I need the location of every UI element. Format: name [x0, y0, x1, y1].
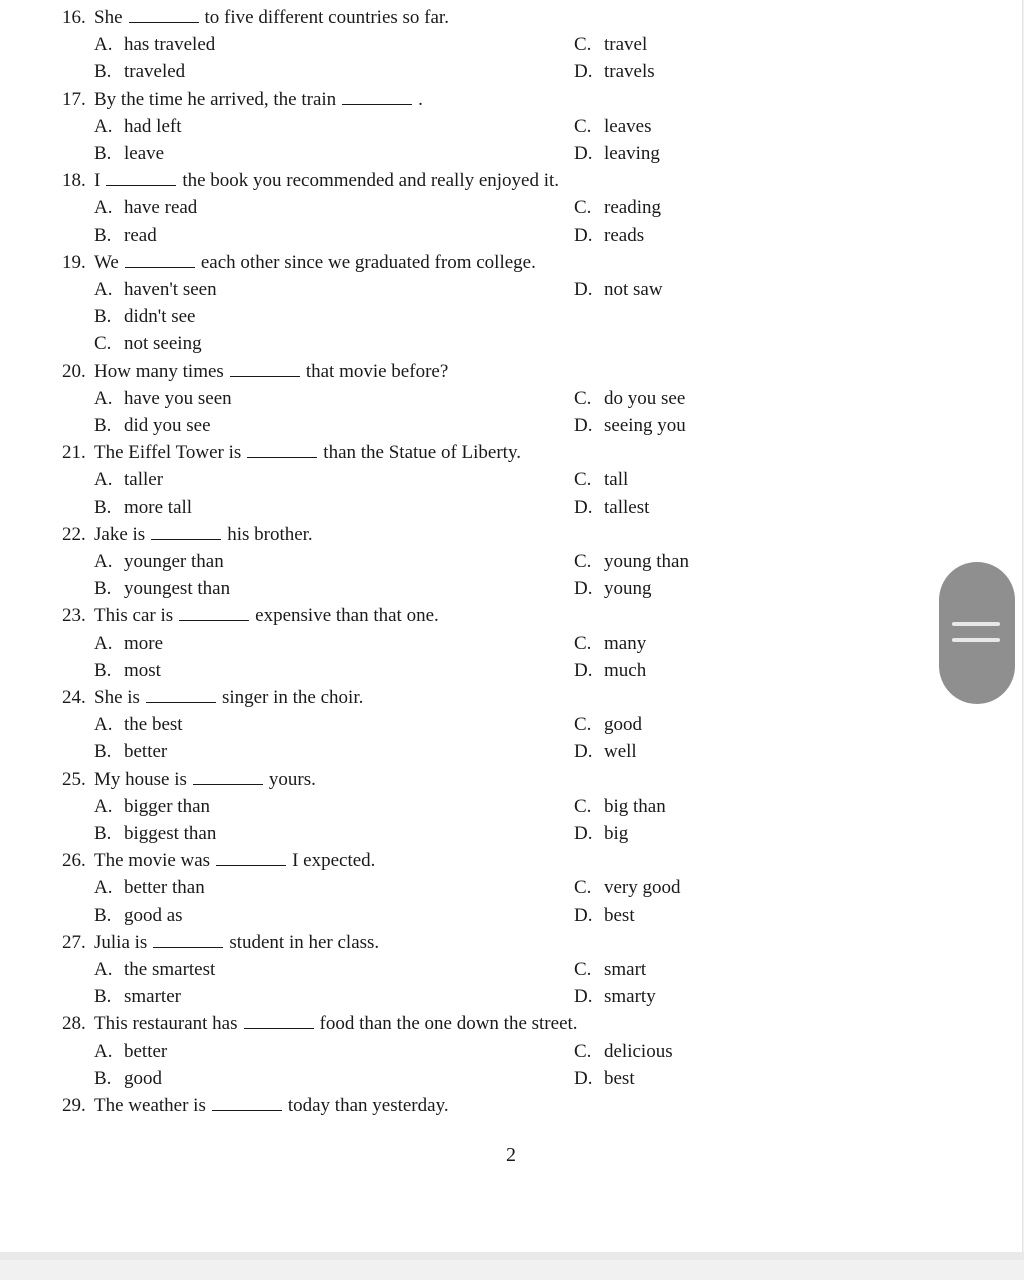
question-row [0, 929, 1000, 956]
option-letter: D. [574, 496, 593, 518]
option-letter: D. [574, 904, 593, 926]
option-text: more tall [124, 496, 193, 518]
option-letter: A. [94, 632, 113, 654]
question-text [94, 602, 439, 629]
question-text [94, 86, 423, 113]
option-text: many [604, 632, 647, 654]
question-row [0, 1092, 1000, 1119]
question-number: 20. [62, 360, 86, 382]
question-text [94, 4, 449, 31]
option-text: very good [604, 877, 681, 899]
question-number: 26. [62, 850, 86, 872]
question-text-after-blank: to five different countries so far. [204, 7, 449, 28]
answer-option [94, 113, 182, 140]
option-text: best [604, 1067, 635, 1089]
answer-blank [216, 848, 286, 866]
option-text: tallest [604, 496, 650, 518]
option-text: better [124, 1040, 168, 1062]
answer-option [574, 466, 628, 493]
answer-option [94, 58, 185, 85]
answer-option [574, 983, 656, 1010]
question-row [0, 521, 1000, 548]
answer-blank [151, 522, 221, 540]
option-text: travel [604, 34, 648, 56]
option-letter: B. [94, 1067, 112, 1089]
question-row [0, 602, 1000, 629]
question-text-before-blank: The movie was [94, 850, 211, 872]
question-text-before-blank: The Eiffel Tower is [94, 442, 242, 464]
question-text [94, 439, 521, 466]
question-row [0, 358, 1000, 385]
question-text [94, 684, 363, 711]
option-text: smarter [124, 986, 181, 1008]
option-letter: D. [574, 143, 593, 164]
question-row [0, 167, 1000, 194]
option-letter: A. [94, 959, 113, 980]
question-text [94, 358, 448, 385]
drag-handle-icon [952, 622, 1000, 626]
answer-option [94, 657, 161, 684]
option-letter: A. [94, 714, 113, 736]
drag-handle-icon [952, 638, 1000, 642]
answer-option [94, 820, 216, 847]
option-letter: D. [574, 61, 593, 83]
question-row [0, 439, 1000, 466]
option-letter: B. [94, 823, 112, 844]
answer-option [94, 222, 157, 249]
answer-option [574, 657, 646, 684]
question-text-before-blank: Jake is [94, 523, 146, 545]
option-text: leave [124, 143, 165, 164]
question-text-after-blank: than the Statue of Liberty. [323, 442, 521, 464]
option-letter: D. [574, 823, 593, 844]
question-row [0, 847, 1000, 874]
option-text: bigger than [124, 795, 211, 817]
answer-blank [212, 1093, 282, 1111]
option-text: smart [604, 959, 647, 980]
option-letter: C. [574, 1040, 592, 1062]
option-text: have you seen [124, 387, 232, 409]
question-text-before-blank: The weather is [94, 1095, 206, 1116]
option-letter: A. [94, 469, 113, 491]
answer-option [94, 385, 232, 412]
option-letter: B. [94, 659, 112, 681]
question-text [94, 929, 379, 956]
option-letter: B. [94, 61, 112, 83]
question-text-after-blank: yours. [268, 768, 316, 790]
answer-blank [179, 603, 249, 621]
answer-option [574, 222, 644, 249]
answer-option [94, 956, 215, 983]
question-text-before-blank: By the time he arrived, the train [94, 88, 337, 110]
option-text: more [124, 632, 164, 654]
question-text-after-blank: singer in the choir. [221, 687, 364, 708]
answer-option [94, 983, 181, 1010]
answer-option [574, 113, 651, 140]
option-letter: B. [94, 143, 112, 164]
option-letter: C. [574, 877, 592, 899]
option-text: not saw [604, 279, 663, 300]
option-letter: A. [94, 279, 113, 300]
question-text [94, 249, 536, 276]
page-bottom-band [0, 1252, 1024, 1260]
option-letter: A. [94, 387, 113, 409]
option-text: do you see [604, 387, 686, 409]
question-number: 24. [62, 687, 86, 708]
answer-blank [244, 1011, 314, 1029]
option-text: reading [604, 197, 661, 219]
question-row [0, 249, 1000, 276]
question-text [94, 1010, 578, 1037]
option-text: tall [604, 469, 629, 491]
option-letter: A. [94, 34, 113, 56]
option-text: reads [604, 224, 645, 246]
answer-blank [230, 359, 300, 377]
option-letter: D. [574, 1067, 593, 1089]
question-number: 19. [62, 251, 86, 273]
answer-option [574, 140, 660, 167]
question-row [0, 4, 1000, 31]
answer-option [574, 738, 637, 765]
option-text: good as [124, 904, 183, 926]
answer-option [574, 31, 647, 58]
answer-option [574, 793, 666, 820]
option-letter: C. [574, 795, 592, 817]
question-text-before-blank: How many times [94, 360, 224, 382]
option-text: did you see [124, 415, 211, 436]
question-number: 21. [62, 442, 86, 464]
answer-option [94, 140, 164, 167]
answer-option [94, 793, 210, 820]
answer-option [94, 194, 197, 221]
option-text: good [124, 1067, 162, 1089]
option-letter: D. [574, 415, 593, 436]
option-text: well [604, 741, 637, 763]
question-text-after-blank: food than the one down the street. [319, 1013, 578, 1035]
option-text: leaving [604, 143, 660, 164]
option-text: haven't seen [124, 279, 217, 300]
question-text [94, 521, 313, 548]
option-text: best [604, 904, 635, 926]
option-text: has traveled [124, 34, 216, 56]
question-text-after-blank: today than yesterday. [287, 1095, 449, 1116]
option-text: better than [124, 877, 205, 899]
answer-blank [193, 767, 263, 785]
page-number: 2 [506, 1144, 516, 1166]
question-row [0, 766, 1000, 793]
option-letter: B. [94, 306, 112, 328]
question-text-after-blank: that movie before? [305, 360, 449, 382]
question-text-before-blank: Julia is [94, 931, 148, 953]
answer-option [574, 1038, 673, 1065]
option-letter: C. [574, 34, 592, 56]
answer-blank [247, 440, 317, 458]
option-letter: C. [94, 333, 112, 355]
answer-option [574, 385, 685, 412]
question-text-after-blank: expensive than that one. [255, 605, 439, 627]
option-text: taller [124, 469, 164, 491]
question-text-after-blank: . [418, 88, 423, 110]
option-text: the best [124, 714, 183, 736]
option-text: biggest than [124, 823, 217, 844]
option-text: youngest than [124, 578, 231, 600]
answer-option [574, 711, 642, 738]
answer-blank [146, 685, 216, 703]
question-number: 23. [62, 605, 86, 627]
question-text-after-blank: student in her class. [229, 931, 380, 953]
answer-option [94, 630, 163, 657]
option-text: big [604, 823, 629, 844]
option-text: much [604, 659, 647, 681]
question-text-before-blank: She is [94, 687, 140, 708]
option-letter: B. [94, 496, 112, 518]
option-text: smarty [604, 986, 656, 1008]
question-number: 18. [62, 170, 86, 192]
answer-option [94, 1038, 167, 1065]
scroll-handle[interactable] [939, 562, 1015, 704]
option-text: younger than [124, 551, 224, 572]
option-letter: A. [94, 115, 113, 137]
answer-option [94, 31, 215, 58]
answer-option [574, 630, 646, 657]
option-text: young than [604, 551, 689, 572]
option-text: have read [124, 197, 198, 219]
answer-blank [125, 250, 195, 268]
option-text: traveled [124, 61, 186, 83]
option-letter: B. [94, 741, 112, 763]
answer-option [94, 330, 202, 357]
question-number: 28. [62, 1013, 86, 1035]
question-text-after-blank: the book you recommended and really enjoyed it. [182, 170, 560, 192]
option-letter: C. [574, 551, 592, 572]
question-row [0, 1010, 1000, 1037]
option-text: good [604, 714, 642, 736]
question-text-before-blank: I [94, 170, 101, 192]
answer-option [574, 194, 661, 221]
option-text: seeing you [604, 415, 686, 436]
question-number: 17. [62, 88, 86, 110]
question-text-before-blank: She [94, 7, 123, 28]
option-letter: D. [574, 224, 593, 246]
question-number: 22. [62, 523, 86, 545]
answer-option [94, 466, 163, 493]
answer-option [574, 575, 652, 602]
answer-option [94, 548, 224, 575]
option-letter: C. [574, 387, 592, 409]
question-number: 16. [62, 7, 86, 28]
answer-option [94, 738, 167, 765]
question-text [94, 766, 316, 793]
question-text [94, 1092, 449, 1119]
option-text: travels [604, 61, 655, 83]
option-letter: D. [574, 741, 593, 763]
option-text: the smartest [124, 959, 216, 980]
option-text: not seeing [124, 333, 202, 355]
question-text-before-blank: This restaurant has [94, 1013, 238, 1035]
option-text: young [604, 578, 652, 600]
option-text: didn't see [124, 306, 196, 328]
option-text: read [124, 224, 157, 246]
answer-option [574, 874, 681, 901]
option-text: most [124, 659, 161, 681]
answer-option [574, 956, 646, 983]
option-letter: D. [574, 279, 593, 300]
option-letter: A. [94, 795, 113, 817]
option-letter: B. [94, 986, 112, 1008]
answer-option [94, 276, 217, 303]
option-text: big than [604, 795, 666, 817]
option-text: leaves [604, 115, 652, 137]
answer-option [574, 820, 628, 847]
question-text-before-blank: We [94, 251, 119, 273]
question-text-after-blank: his brother. [227, 523, 313, 545]
answer-blank [342, 87, 412, 105]
answer-option [574, 1065, 635, 1092]
answer-option [574, 58, 655, 85]
option-letter: D. [574, 578, 593, 600]
option-text: better [124, 741, 168, 763]
option-letter: B. [94, 224, 112, 246]
question-text-before-blank: This car is [94, 605, 174, 627]
option-letter: C. [574, 632, 592, 654]
question-number: 25. [62, 768, 86, 790]
answer-option [574, 548, 689, 575]
question-text-after-blank: I expected. [292, 850, 376, 872]
answer-option [574, 494, 649, 521]
answer-option [94, 902, 183, 929]
option-letter: D. [574, 986, 593, 1008]
answer-option [94, 711, 183, 738]
question-text [94, 847, 375, 874]
answer-option [574, 276, 663, 303]
option-letter: A. [94, 197, 113, 219]
option-text: delicious [604, 1040, 673, 1062]
question-text [94, 167, 559, 194]
option-letter: C. [574, 115, 592, 137]
answer-blank [129, 5, 199, 23]
option-letter: A. [94, 1040, 113, 1062]
option-letter: A. [94, 551, 113, 572]
option-letter: B. [94, 578, 112, 600]
question-number: 29. [62, 1095, 86, 1116]
answer-blank [153, 930, 223, 948]
option-text: had left [124, 115, 182, 137]
option-letter: C. [574, 197, 592, 219]
answer-option [574, 902, 635, 929]
question-row [0, 684, 1000, 711]
answer-option [94, 874, 205, 901]
answer-option [574, 412, 686, 439]
question-text-before-blank: My house is [94, 768, 187, 790]
option-letter: C. [574, 714, 592, 736]
option-letter: B. [94, 415, 112, 436]
answer-option [94, 1065, 162, 1092]
answer-blank [106, 168, 176, 186]
option-letter: A. [94, 877, 113, 899]
answer-option [94, 494, 192, 521]
option-letter: C. [574, 959, 592, 980]
option-letter: B. [94, 904, 112, 926]
answer-option [94, 412, 211, 439]
answer-option [94, 303, 196, 330]
question-text-after-blank: each other since we graduated from college. [200, 251, 536, 273]
question-number: 27. [62, 931, 86, 953]
option-letter: D. [574, 659, 593, 681]
question-row [0, 86, 1000, 113]
option-letter: C. [574, 469, 592, 491]
answer-option [94, 575, 230, 602]
